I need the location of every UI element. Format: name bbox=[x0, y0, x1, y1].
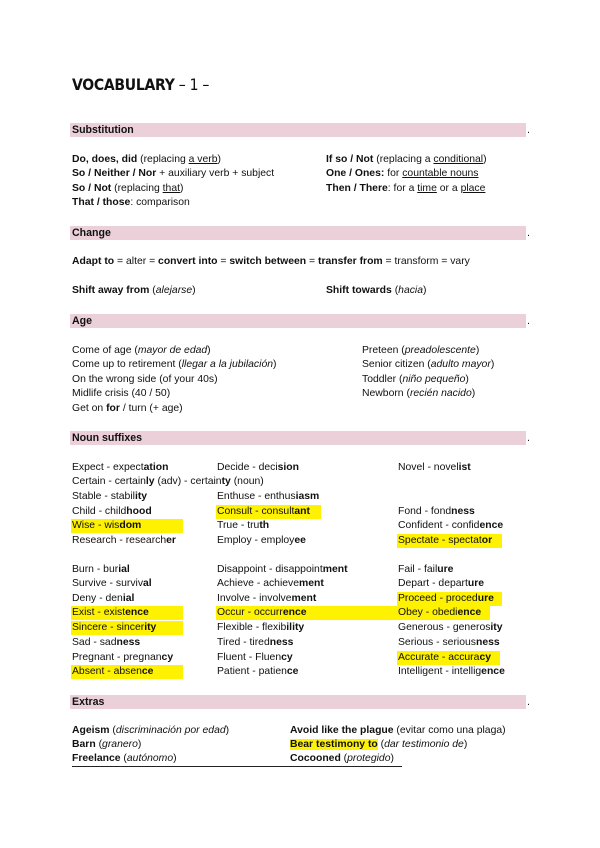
suffix-item: Generous - generosity bbox=[398, 622, 503, 633]
section-change: Change . bbox=[72, 227, 530, 239]
suffix-item-highlighted: Absent - absence bbox=[71, 665, 183, 679]
change-line: Shift towards (hacia) bbox=[326, 285, 427, 296]
suffix-item: Expect - expectation bbox=[72, 462, 169, 473]
substitution-line: One / Ones: for countable nouns bbox=[326, 168, 479, 179]
suffix-item: Confident - confidence bbox=[398, 520, 504, 531]
suffix-item: Certain - certainly (adv) - certainty (noun) bbox=[72, 476, 264, 487]
suffix-item-highlighted: Accurate - accuracy bbox=[397, 651, 500, 665]
suffix-item: Enthuse - enthusiasm bbox=[217, 491, 320, 502]
suffix-item: Pregnant - pregnancy bbox=[72, 652, 174, 663]
suffix-item: Child - childhood bbox=[72, 506, 152, 517]
suffix-item-highlighted: Obey - obedience bbox=[397, 606, 490, 620]
extras-line: Cocooned (protegido) bbox=[290, 753, 394, 764]
substitution-line: So / Neither / Nor + auxiliary verb + subject bbox=[72, 168, 275, 179]
divider-line bbox=[72, 766, 402, 767]
suffix-item: Tired - tiredness bbox=[217, 637, 294, 648]
substitution-line: That / those: comparison bbox=[72, 197, 190, 208]
age-line: Come of age (mayor de edad) bbox=[72, 345, 211, 356]
suffix-item-highlighted: Proceed - procedure bbox=[397, 592, 502, 606]
extras-line: Barn (granero) bbox=[72, 739, 142, 750]
suffix-item-highlighted: Occur - occurrence bbox=[216, 606, 399, 620]
age-line: Come up to retirement (llegar a la jubilación) bbox=[72, 359, 277, 370]
suffix-item: Fluent - Fluency bbox=[217, 652, 293, 663]
suffix-item: Decide - decision bbox=[217, 462, 300, 473]
section-noun-suffixes: Noun suffixes . bbox=[72, 432, 530, 444]
change-line: Shift away from (alejarse) bbox=[72, 285, 196, 296]
suffix-item: Burn - burial bbox=[72, 564, 130, 575]
suffix-item: Intelligent - intelligence bbox=[398, 666, 505, 677]
extras-line: Ageism (discriminación por edad) bbox=[72, 725, 230, 736]
suffix-item-highlighted: Sincere - sincerity bbox=[71, 621, 183, 635]
extras-line: Freelance (autónomo) bbox=[72, 753, 177, 764]
age-line: Get on for / turn (+ age) bbox=[72, 403, 183, 414]
age-line: Preteen (preadolescente) bbox=[362, 345, 480, 356]
age-line: Midlife crisis (40 / 50) bbox=[72, 388, 171, 399]
suffix-item: Employ - employee bbox=[217, 535, 306, 546]
section-extras: Extras . bbox=[72, 696, 530, 708]
suffix-item: Involve - involvement bbox=[217, 593, 317, 604]
suffix-item-highlighted: Wise - wisdom bbox=[71, 519, 183, 533]
suffix-item-highlighted: Consult - consultant bbox=[216, 505, 321, 519]
suffix-item: Patient - patience bbox=[217, 666, 299, 677]
suffix-item: Stable - stability bbox=[72, 491, 148, 502]
age-line: Toddler (niño pequeño) bbox=[362, 374, 469, 385]
substitution-line: So / Not (replacing that) bbox=[72, 183, 184, 194]
suffix-item-highlighted: Spectate - spectator bbox=[397, 534, 502, 548]
suffix-item: True - truth bbox=[217, 520, 270, 531]
page-title: VOCABULARY – 1 – bbox=[72, 76, 210, 95]
suffix-item: Fond - fondness bbox=[398, 506, 475, 517]
section-age: Age . bbox=[72, 315, 530, 327]
change-line: Adapt to = alter = convert into = switch between = transfer from = transform = vary bbox=[72, 256, 470, 267]
suffix-item: Flexible - flexibility bbox=[217, 622, 305, 633]
age-line: Senior citizen (adulto mayor) bbox=[362, 359, 495, 370]
suffix-item: Deny - denial bbox=[72, 593, 135, 604]
substitution-line: Then / There: for a time or a place bbox=[326, 183, 486, 194]
section-substitution: Substitution . bbox=[72, 124, 530, 136]
age-line: Newborn (recién nacido) bbox=[362, 388, 476, 399]
age-line: On the wrong side (of your 40s) bbox=[72, 374, 218, 385]
extras-line: Bear testimony to (dar testimonio de) bbox=[290, 739, 468, 750]
suffix-item: Novel - novelist bbox=[398, 462, 471, 473]
suffix-item: Survive - survival bbox=[72, 578, 152, 589]
suffix-item: Serious - seriousness bbox=[398, 637, 500, 648]
suffix-item: Achieve - achievement bbox=[217, 578, 324, 589]
suffix-item: Sad - sadness bbox=[72, 637, 141, 648]
substitution-line: If so / Not (replacing a conditional) bbox=[326, 154, 487, 165]
suffix-item: Fail - failure bbox=[398, 564, 454, 575]
suffix-item: Research - researcher bbox=[72, 535, 176, 546]
suffix-item: Depart - departure bbox=[398, 578, 485, 589]
suffix-item-highlighted: Exist - existence bbox=[71, 606, 183, 620]
substitution-line: Do, does, did (replacing a verb) bbox=[72, 154, 221, 165]
suffix-item: Disappoint - disappointment bbox=[217, 564, 348, 575]
extras-line: Avoid like the plague (evitar como una plaga) bbox=[290, 725, 506, 736]
